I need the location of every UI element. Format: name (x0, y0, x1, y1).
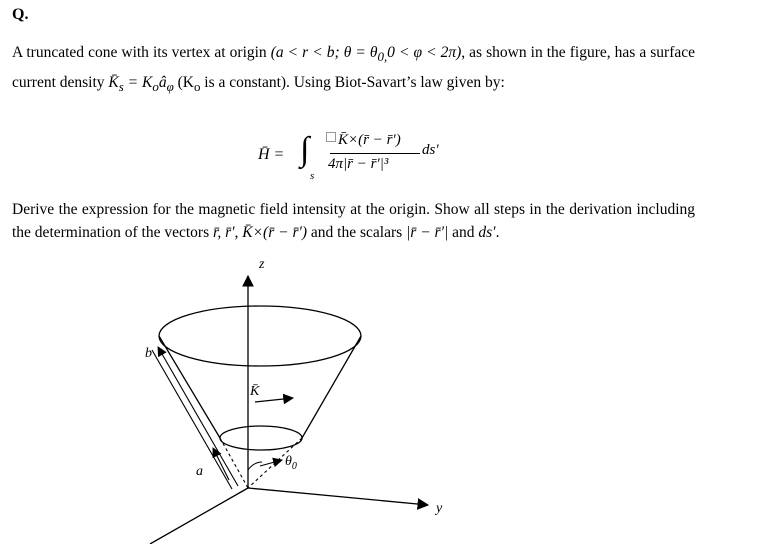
y-label: y (436, 501, 443, 516)
cone-top-ellipse (159, 306, 361, 366)
k-label: K̄ (250, 384, 260, 399)
equation-denominator: 4π|r̄ − r̄′|³ (328, 156, 389, 172)
equation-lhs: H̄ = (258, 146, 285, 163)
z-label: z (259, 257, 265, 272)
k-arrow (255, 398, 293, 402)
theta-label: $\theta_0$ (285, 454, 297, 472)
derivation-instructions: Derive the expression for the magnetic field intensity at the origin. Show all steps in the derivation including the determination of the vectors r̄, r̄′, K̄×(r̄ − r̄′) and the scalars |r̄ − r̄′| and ds′. (12, 201, 695, 241)
theta-arc (248, 462, 262, 470)
cone-left-side (159, 336, 220, 438)
a-label: a (196, 464, 203, 479)
x-axis (150, 488, 248, 544)
condition-range: (a < r < b; $\theta = \theta_{0,}0 < \varphi < 2\pi$) (270, 44, 462, 65)
cone-bottom-ellipse (220, 426, 302, 450)
integral-subscript: s (310, 170, 315, 182)
question-label: Q. (12, 6, 29, 23)
theta-arrow (260, 460, 282, 466)
y-axis (248, 488, 428, 505)
integral-sign: ∫ (300, 131, 310, 168)
b-arrow-parallel (152, 350, 232, 489)
a-arrow (213, 448, 229, 480)
cone-right-side (302, 336, 361, 438)
equation-numerator: K̄×(r̄ − r̄′) (326, 132, 401, 149)
equation-ds: ds′ (422, 142, 439, 158)
problem-statement: A truncated cone with its vertex at origin (a < r < b; $\theta = \theta_{0,}0 < \varphi < 2\pi$), as shown in the figure, has a surface current density $K̄_s$ = $K_oâ_\varphi$ ($K_o$ is a constant). Using Biot-Savart’s law given by: (12, 44, 696, 95)
b-label: b (145, 346, 152, 361)
